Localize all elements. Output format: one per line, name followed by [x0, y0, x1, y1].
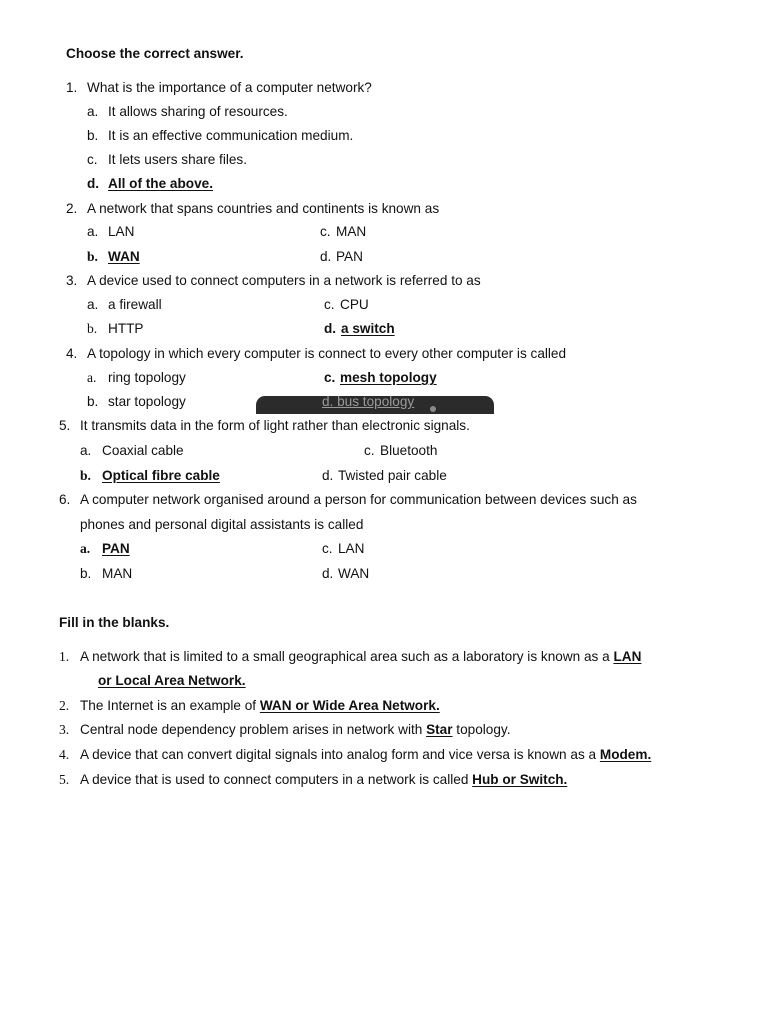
q4-option-b: star topology: [108, 394, 186, 409]
q5-option-a-label: a.: [80, 443, 92, 458]
q1-option-c-label: c.: [87, 152, 98, 167]
q6-option-c-label: c.: [322, 541, 333, 556]
q1-option-b: It is an effective communication medium.: [108, 128, 354, 143]
q4-answer-option-c: mesh topology: [340, 370, 437, 385]
question-2-text: A network that spans countries and continents is known as: [87, 201, 440, 216]
fill-2-text: The Internet is an example of: [80, 698, 260, 713]
q5-option-d-label: d.: [322, 468, 334, 483]
section-heading-choose: Choose the correct answer.: [66, 46, 244, 61]
q5-option-d: Twisted pair cable: [338, 468, 447, 483]
q3-option-d-label: d.: [324, 321, 337, 336]
question-6-text-line2: phones and personal digital assistants is called: [80, 517, 364, 532]
fill-4-answer: Modem.: [599, 747, 652, 762]
q3-option-a: a firewall: [108, 297, 162, 312]
fill-3-number: 3.: [59, 722, 70, 737]
q1-answer-option-d: All of the above.: [108, 176, 213, 191]
question-3-text: A device used to connect computers in a network is referred to as: [87, 273, 481, 288]
question-5-number: 5.: [59, 418, 71, 433]
fill-4-number: 4.: [59, 747, 70, 762]
section-heading-fill-blanks: Fill in the blanks.: [59, 615, 170, 630]
q5-option-c-label: c.: [364, 443, 375, 458]
q3-option-a-label: a.: [87, 297, 99, 312]
q2-option-a: LAN: [108, 224, 135, 239]
q4-option-b-label: b.: [87, 394, 99, 409]
q6-answer-option-a: PAN: [102, 541, 130, 556]
q1-option-b-label: b.: [87, 128, 99, 143]
q6-option-b: MAN: [102, 566, 133, 581]
fill-1-answer-part1: LAN: [613, 649, 642, 664]
overlay-dot-icon: [430, 406, 436, 412]
q5-option-a: Coaxial cable: [102, 443, 184, 458]
q6-option-b-label: b.: [80, 566, 92, 581]
q3-option-c: CPU: [340, 297, 369, 312]
q2-option-c: MAN: [336, 224, 367, 239]
fill-5-number: 5.: [59, 772, 70, 787]
fill-2-answer: WAN or Wide Area Network.: [259, 698, 440, 713]
q3-answer-option-d: a switch: [341, 321, 395, 336]
q4-option-c-label: c.: [324, 370, 336, 385]
q4-option-a-label: a.: [87, 370, 97, 385]
q5-answer-option-b: Optical fibre cable: [102, 468, 220, 483]
fill-3-text: Central node dependency problem arises in network with: [80, 722, 427, 737]
q3-option-b-label: b.: [87, 321, 98, 336]
q1-option-a-label: a.: [87, 104, 99, 119]
q1-option-c: It lets users share files.: [108, 152, 248, 167]
fill-5-answer: Hub or Switch.: [472, 772, 568, 787]
q1-option-a: It allows sharing of resources.: [108, 104, 288, 119]
q6-option-d: WAN: [338, 566, 370, 581]
q2-option-c-label: c.: [320, 224, 331, 239]
question-3-number: 3.: [66, 273, 78, 288]
q2-option-d: PAN: [336, 249, 363, 264]
q5-option-c: Bluetooth: [380, 443, 438, 458]
q5-option-b-label: b.: [80, 468, 91, 483]
fill-1-number: 1.: [59, 649, 70, 664]
q2-option-b-label: b.: [87, 249, 98, 264]
fill-5-text: A device that is used to connect computers in a network is called: [80, 772, 473, 787]
q3-option-c-label: c.: [324, 297, 335, 312]
fill-3-answer: Star: [426, 722, 453, 737]
question-4-text: A topology in which every computer is connect to every other computer is called: [87, 346, 567, 361]
question-1-number: 1.: [66, 80, 78, 95]
q1-option-d-label: d.: [87, 176, 100, 191]
q4-option-a: ring topology: [108, 370, 186, 385]
question-5-text: It transmits data in the form of light rather than electronic signals.: [80, 418, 470, 433]
q6-option-d-label: d.: [322, 566, 334, 581]
q2-option-d-label: d.: [320, 249, 332, 264]
fill-1-text: A network that is limited to a small geographical area such as a laboratory is known as a: [80, 649, 614, 664]
fill-4-text: A device that can convert digital signals into analog form and vice versa is known as a: [80, 747, 600, 762]
fill-2-number: 2.: [59, 698, 70, 713]
question-6-text-line1: A computer network organised around a person for communication between devices such as: [80, 492, 637, 507]
question-4-number: 4.: [66, 346, 78, 361]
question-2-number: 2.: [66, 201, 78, 216]
fill-3-text-end: topology.: [452, 722, 511, 737]
q2-option-a-label: a.: [87, 224, 99, 239]
q6-option-a-label: a.: [80, 541, 91, 556]
fill-1-answer-part2: or Local Area Network.: [98, 673, 246, 688]
q6-option-c: LAN: [338, 541, 365, 556]
q4-option-d: d. bus topology: [322, 394, 415, 409]
q2-answer-option-b: WAN: [108, 249, 140, 264]
question-6-number: 6.: [59, 492, 71, 507]
q3-option-b: HTTP: [108, 321, 144, 336]
question-1-text: What is the importance of a computer network?: [87, 80, 372, 95]
